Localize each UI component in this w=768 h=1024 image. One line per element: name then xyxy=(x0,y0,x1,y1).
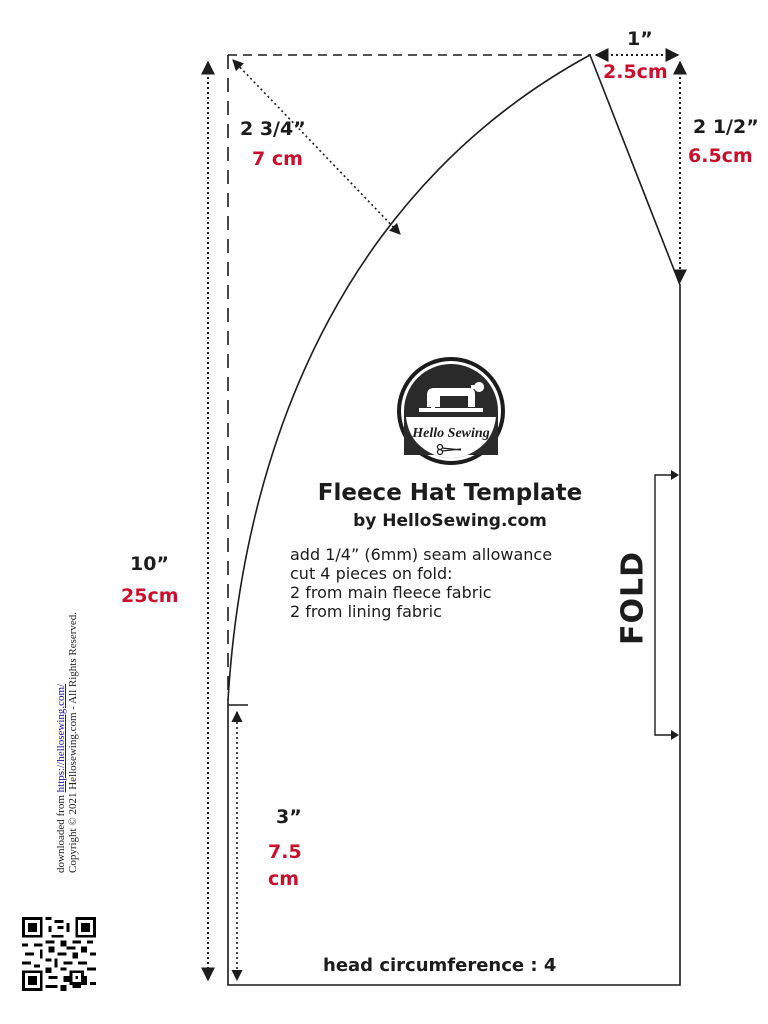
head-circumference-label: head circumference : 4 xyxy=(323,955,557,976)
template-title: Fleece Hat Template xyxy=(317,480,583,506)
website-link[interactable]: https://hellosewing.com/ xyxy=(55,683,67,793)
instruction-line: 2 from main fleece fabric xyxy=(290,583,492,602)
height-inches-label: 10” xyxy=(130,553,169,575)
template-subtitle: by HelloSewing.com xyxy=(353,511,547,531)
instructions-block xyxy=(290,545,552,621)
bottom-cm-value-label: 7.5 xyxy=(268,841,302,863)
qr-code[interactable] xyxy=(22,917,96,991)
instruction-line: add 1/4” (6mm) seam allowance xyxy=(290,545,553,564)
diagonal-dimension-arrow xyxy=(233,60,400,234)
fold-bracket xyxy=(655,475,677,735)
instruction-line: cut 4 pieces on fold: xyxy=(290,564,453,583)
top-width-inches-label: 1” xyxy=(627,28,653,50)
side-cm-label: 6.5cm xyxy=(688,145,753,167)
download-copyright-text xyxy=(55,612,79,873)
height-cm-label: 25cm xyxy=(121,585,179,607)
top-width-cm-label: 2.5cm xyxy=(603,61,668,83)
instruction-line: 2 from lining fabric xyxy=(290,602,442,621)
fold-arrow-top xyxy=(671,470,679,480)
fold-arrow-bottom xyxy=(671,730,679,740)
side-inches-label: 2 1/2” xyxy=(693,116,759,138)
logo-text: Hello Sewing xyxy=(412,426,490,441)
fold-label: FOLD xyxy=(615,550,651,646)
bottom-inches-label: 3” xyxy=(276,806,302,828)
hello-sewing-logo xyxy=(395,355,507,467)
diagonal-cm-label: 7 cm xyxy=(252,148,303,170)
bottom-cm-unit-label: cm xyxy=(268,868,300,890)
download-line xyxy=(55,612,67,873)
diagonal-inches-label: 2 3/4” xyxy=(240,118,306,140)
copyright-line: Copyright © 2021 Hellosewing.com - All Rights Reserved. xyxy=(67,611,79,873)
downloaded-from-text: downloaded from xyxy=(55,795,67,873)
